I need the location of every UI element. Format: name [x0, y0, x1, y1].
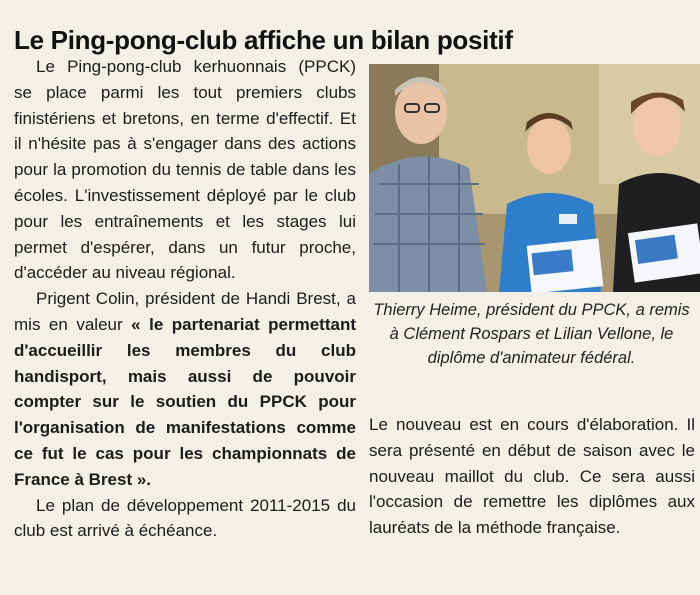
photo-illustration	[369, 64, 700, 292]
paragraph-new-plan: Le nouveau est en cours d'élaboration. Il sera présenté en début de saison avec le nouveau maillot du club. Ce sera aussi l'occasion de remettre les diplômes aux lauréats de la méthode française.	[369, 415, 695, 538]
quote-text: « le partenariat permettant d'accueillir les membres du club handisport, mais aussi de pouvoir compter sur le soutien du PPCK pour l'organisation de manifestations comme ce fut le cas pour les championnats de France à Brest ».	[14, 314, 356, 489]
photo	[369, 64, 700, 292]
headline: Le Ping-pong-club affiche un bilan positif	[14, 25, 513, 56]
paragraph-intro: Le Ping-pong-club kerhuonnais (PPCK) se place parmi les tout premiers clubs finistériens et bretons, en terme d'effectif. Et il n'hésite pas à s'engager dans des actions pour la promotion du tennis de table dans les écoles. L'investissement déployé par le club pour les entraînements et les stages lui permet d'espérer, dans un futur proche, d'accéder au niveau régional.	[14, 57, 356, 283]
left-column	[14, 54, 356, 544]
paragraph-plan: Le plan de développement 2011-2015 du club est arrivé à échéance.	[14, 495, 356, 541]
photo-caption: Thierry Heime, président du PPCK, a remis à Clément Rospars et Lilian Vellone, le diplôme d'animateur fédéral.	[373, 301, 690, 367]
quote-lead: Prigent Colin, président de Handi Brest, a mis en valeur	[14, 289, 356, 334]
right-column	[369, 412, 695, 541]
paragraph-quote	[14, 286, 356, 492]
